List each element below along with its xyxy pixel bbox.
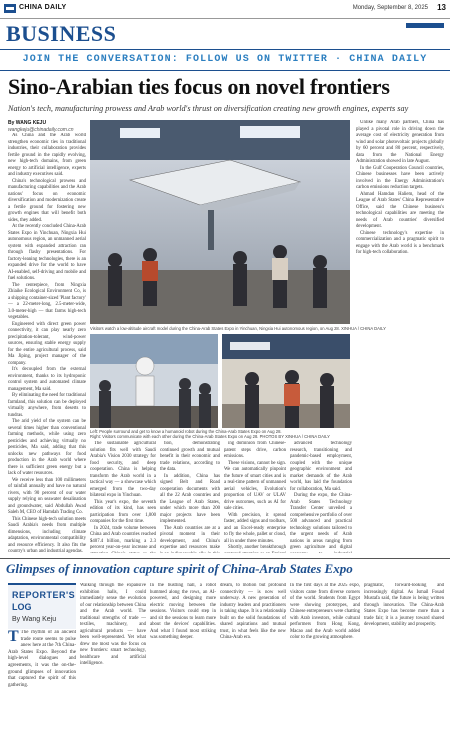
paragraph: The Arab countries are at a pivotal moment in their development, and China's expertise and resources make [160,525,220,550]
paragraph: advanced technology research, transitioning and pandemic-based employment, coupled with the unique geographic environment and market demands of the Arab world, has laid the foundation for collaboration, Ma said. [290,441,352,492]
paragraph: During the expo, the China-Arab States Technology Transfer Center unveiled a comprehensive portfolio of over 500 advanced and practical technology solutions tailored to the urgent needs of Arab nations in areas ranging from green agriculture and digital [290,493,352,550]
expo-visitors-image [222,334,350,428]
expo-hall-photo [90,120,350,324]
paragraph: With precision, it spread faster, added signs and toolbars, and an Excel-ready enterprise to fly the whole, pallet or cloud, all in under three minutes. [224,512,286,544]
second-col3-text: In the bustling hall, a robot hummed along the rows, an AI-powered, and designing more electric moving between the sessions. Visitors could step in and sit the sessions to learn more about the devices' capabilities. And what I found most striking was something deeper. [150,583,216,640]
byline-email[interactable]: wangkeju@chinadaily.com.cn [8,127,74,133]
paragraph: This Chinese high-tech solution meets Saudi Arabia's needs from multiple dimensions, including climate adaptation, environmental compatibility and resource efficiency. It also fits the country's urban and industrial agendas. [8,516,86,553]
second-col4-text: dream, to motion but profound connectivity — is now well underway. A new generation of industry leaders and practitioners is taking shape. It is a relationship built on the solid foundations of shared aspirations and mutual trust, in what feels like the new China-Arab era. [220,583,286,640]
main-photo-caption [90,326,390,332]
paragraph: This year's expo, the seventh edition of its kind, has seen participation from over 1,000 companies for the first time. [90,499,156,524]
paragraph: The sustainable agricultural solution fits well with Saudi Arabia's Vision 2030 strategy for food security, and deep cooperation. China is helping transform the Arab world in a tactical way — a showcase which emerged from the two-day bilateral expo in Yinchuan. [90,441,156,498]
paragraph: In the Gulf Cooperation Council countries, Chinese businesses have been actively involved in the Energy Administration's carbon emissions reduction targets. [356,165,444,190]
paragraph: As China and the Arab world strengthen economic ties in traditional industries, their collaboration provides fertile ground in the rapidly evolving, new high-tech domains, from green energy to artificial intelligence, experts and industry executives said. [8,133,86,177]
section-title: BUSINESS [6,21,117,46]
dateline: Monday, September 8, 2025 [352,5,428,11]
paragraph: In 2024, trade volume between China and Arab countries reached $407.4 billion, marking a 2.3 percent year-on-year increase and [90,525,156,550]
article-column-3 [160,441,220,553]
second-column-3 [150,583,216,744]
second-column-2 [80,583,146,744]
byline: By WANG KEJU [8,120,47,126]
paragraph: Engineered with direct green power connectivity, it can play nearly zero precipitation-tolerant, wind-power sources, ensuring stable energy supply for the entire agricultural process, said Ma Jiping, project manager of the company. [8,321,86,366]
reporters-log-byline: By Wang Keju [12,616,57,623]
paragraph: tion, demonstrating continued growth and mutual benefit in their economic and trade relations, according to the data. [160,441,220,472]
paragraph: Shortly, another breakthrough [228,545,286,550]
paragraph: Chinese technology's expertise in commercialization and a pragmatic spirit to engage with the Arab world is a benchmark for high-tech collaboration. [356,230,444,255]
main-photo-caption-text: Visitors watch a low-altitude aircraft model during the China-Arab States Expo in Yinchuan, Ningxia Hui autonomous region, on Aug 28. [90,326,340,331]
headline: Sino-Arabian ties focus on novel frontiers [8,74,390,99]
article-column-2 [90,441,156,553]
section-accent-bar [406,23,444,28]
masthead-bar [0,0,450,19]
paragraph: We receive less than 100 millimeters of rainfall annually and have no natural rivers, with 90 percent of our water supply relying on seawater desalination and groundwater, said Abdullah Awad Saleh M, CEO of Hamdah Trading Co. [8,477,86,515]
dropcap: T [8,630,19,645]
paragraph: In addition, China has signed Belt and Road cooperation documents with all the 22 Arab countries and the League of Arab States, under which more than 200 major projects have been implemented. [160,473,220,524]
divider [0,558,450,559]
second-col2-text: Walking through the expansive exhibition halls, I could immediately sense the evolution of our relationship between China and the Arab world. The traditional strengths of trade — textiles, machinery, and agricultural products — have been well-represented. Yet what drew me most was the focus on new frontiers: smart technology, healthcare and artificial intelligence. [80,583,146,666]
robot-photo [90,334,218,428]
second-column-5 [290,583,360,744]
small-photo-caption-left: Left: People surround and get to know a humanoid robot during the China-Arab States Expo on Aug 28. [90,429,282,434]
article-column-4 [224,441,286,553]
china-daily-logo-icon [4,4,16,13]
second-col6-text: pragmatic, forward-looking and increasingly digital. As Ismail Fouad Mustafa said, the future is being written through innovation. The China-Arab States Expo has become more than a trade fair; it is a journey toward shared development, stability and prosperity. [364,583,444,627]
paragraph: Unlike many Arab partners, China has played a pivotal role in driving down the average cost of electricity generation from wind and solar photovoltaic projects globally by 60 percent and 80 percent, respectively, data from the National Energy Administration showed in late August. [356,120,444,164]
second-column-4 [220,583,286,744]
small-photo-credit: PHOTOS BY XINHUA / CHINA DAILY [259,434,330,439]
page-number: 13 [437,3,446,12]
promo-banner[interactable]: JOIN THE CONVERSATION: FOLLOW US ON TWITTER · CHINA DAILY [22,54,428,65]
paragraph: Ahmad Hamdan Haliem, head of the League of Arab States' China Representative Office, said the Chinese business's technological capabilities are meeting the needs of Arab countries' diversified development. [356,191,444,229]
paragraph: It's decoupled from the external environment, thanks to its hydroponic control system and automated climate management, Ma said. [8,367,86,392]
paragraph: These visions, cannot be sign. We can automatically pinpoint the future of smart cities and is a real-time pattern of unmanned aerial vehicles, Evolution's proportion of UAV or ULAV drive outcomes, such as AI for sale cities. [224,460,286,511]
reporters-log-title: REPORTER'S [12,590,76,600]
small-photos-caption [90,429,352,439]
second-col1-text: The rhythm of an ancient trade route seems to pulse anew here at the 7th China-Arab States Expo. Beyond the high-level dialogues and agreements, it was the on-the-ground glimpses of innovation that captured the spirit of this gathering. [8,630,76,688]
divider [0,70,450,71]
paragraph: The arid yield of the system can be several times higher than conventional farming methods, while using zero pesticides and achieving virtually no pesticides, Ma said, adding that this unlocks new pathways for food production in the Arab world where there is sufficient green energy but a lack of water resources. [8,419,86,476]
main-photo-credit: XINHUA / CHINA DAILY [341,326,386,331]
paragraph: China's technological prowess and manufacturing capabilities and the Arab nations' focus on economic diversification and modernization create a fertile ground for fostering new growth engines that will benefit both sides, they added. [8,178,86,223]
second-col5-text: In the first days at the 2025 expo, visitors came from diverse corners of the world. Students from Egypt were showing prototypes, and Chinese entrepreneurs were chatting with Arab investors, while cultural performers from Hong Kong, Macao and the Arab world added color to the growing atmosphere. [290,583,360,640]
paragraph: ing dominion from Chinese-patent steps drive, carbon emissions. [224,441,286,459]
second-column-6 [364,583,444,744]
humanoid-robot-image [90,334,218,428]
second-headline: Glimpses of innovation capture spirit of China-Arab States Expo [6,561,353,576]
article-column-6 [356,120,444,553]
paragraph: By eliminating the need for traditional farmland, this solution can be deployed virtually anywhere, from deserts to tundras. [8,393,86,418]
deck: Nation's tech, manufacturing prowess and Arab world's thrust on diversification creating new growth engines, experts say [8,104,409,113]
visitors-photo [222,334,350,428]
paragraph: The centerpiece, from Ningxia Zhiaike Ecological Environment Co, is a shipping container-sized 'Plant factory' — a 22-meter-long, 2.5-meter-wide, 3.0-meter-high — that farms high-tech vegetables. [8,282,86,320]
paragraph: At the recently concluded China-Arab States Expo in Yinchuan, Ningxia Hui autonomous region, an unmanned aerial system with expanded attraction ran through flashy presentations. For factory-leaning technologies, there is an expanded drive for the world to have AI-enabled, self-driving and mobile and fuel solutions. [8,224,86,281]
second-column-1 [8,630,76,744]
reporters-log-subtitle: LOG [12,602,32,612]
main-photo [90,120,350,324]
divider [0,49,450,50]
article-column-1 [8,133,86,553]
paper-name: CHINA DAILY [19,4,67,11]
small-photo-caption-right: Right: Visitors communicate with each other during the China-Arab States Expo on Aug 28. [90,434,259,439]
article-column-5 [290,441,352,553]
reporters-log-box [8,583,76,629]
